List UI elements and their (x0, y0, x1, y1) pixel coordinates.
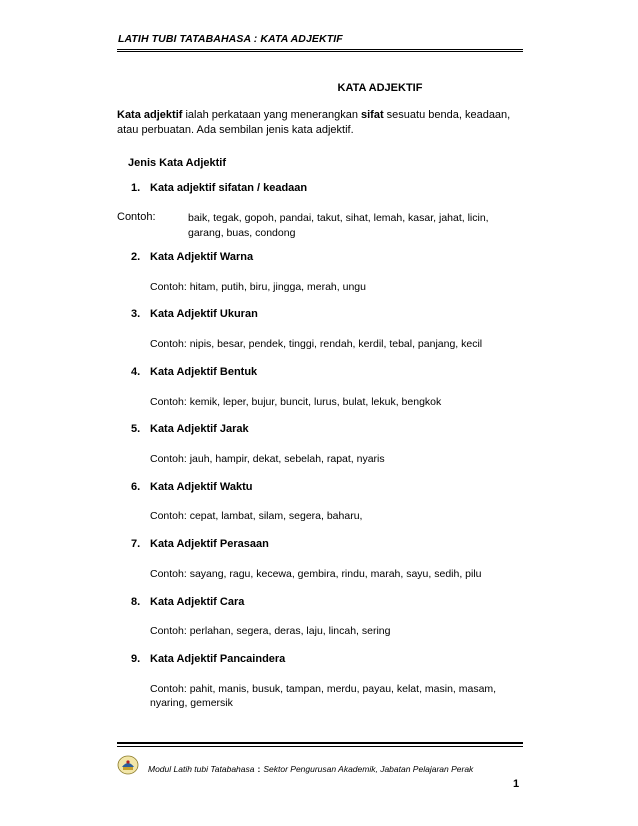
item-number: 7. (131, 538, 141, 550)
footer-rule-thick (117, 742, 523, 744)
header-title: LATIH TUBI TATABAHASA : KATA ADJEKTIF (118, 33, 343, 45)
item-title-6 (131, 481, 252, 493)
item-title-text: Kata Adjektif Perasaan (150, 538, 269, 550)
item-examples-4: Contoh: kemik, leper, bujur, buncit, lurus, bulat, lekuk, bengkok (150, 396, 442, 408)
perak-crest-icon (117, 755, 139, 775)
document-title: KATA ADJEKTIF (337, 82, 423, 94)
header-rule-bottom (117, 51, 523, 52)
item-title-3 (131, 308, 258, 320)
item-number: 5. (131, 423, 141, 435)
contoh-label: Contoh: (117, 211, 156, 223)
intro-emphasis: sifat (361, 109, 384, 121)
item-examples-3: Contoh: nipis, besar, pendek, tinggi, rendah, kerdil, tebal, panjang, kecil (150, 338, 483, 350)
item-title-2 (131, 251, 253, 263)
item-title-text: Kata Adjektif Cara (150, 596, 245, 608)
item-title-text: Kata Adjektif Jarak (150, 423, 249, 435)
item-title-text: Kata Adjektif Waktu (150, 481, 253, 493)
intro-paragraph (117, 108, 522, 138)
item-title-4 (131, 366, 257, 378)
item-title-9 (131, 653, 285, 665)
footer-rule-thin (117, 746, 523, 747)
item-examples-6: Contoh: cepat, lambat, silam, segera, baharu, (150, 510, 363, 522)
footer-separator: : (257, 764, 261, 774)
item-title-text: Kata Adjektif Warna (150, 251, 254, 263)
intro-text-a: ialah perkataan yang menerangkan (182, 109, 361, 121)
item-title-text: Kata Adjektif Bentuk (150, 366, 258, 378)
footer-module: Modul Latih tubi Tatabahasa (148, 764, 255, 774)
item-examples-7: Contoh: sayang, ragu, kecewa, gembira, rindu, marah, sayu, sedih, pilu (150, 568, 482, 580)
footer-source: Sektor Pengurusan Akademik, Jabatan Pelajaran Perak (263, 764, 474, 774)
item-title-text: Kata Adjektif Ukuran (150, 308, 258, 320)
item-number: 3. (131, 308, 141, 320)
header-rule-top (117, 49, 523, 50)
item-number: 6. (131, 481, 141, 493)
item-number: 9. (131, 653, 141, 665)
item-title-1 (131, 182, 307, 194)
item-title-8 (131, 596, 244, 608)
item-examples-1: baik, tegak, gopoh, pandai, takut, sihat, lemah, kasar, jahat, licin, garang, buas, condong (188, 212, 489, 239)
footer-text (148, 764, 473, 774)
section-heading: Jenis Kata Adjektif (128, 157, 227, 169)
intro-text-b: sesuatu benda, keadaan, atau perbuatan. Ada sembilan jenis kata adjektif. (117, 109, 511, 136)
item-number: 4. (131, 366, 141, 378)
item-examples-8: Contoh: perlahan, segera, deras, laju, lincah, sering (150, 625, 391, 637)
item-examples-9: Contoh: pahit, manis, busuk, tampan, merdu, payau, kelat, masin, masam, nyaring, gemersik (150, 683, 497, 709)
intro-term: Kata adjektif (117, 109, 183, 121)
item-title-text: Kata adjektif sifatan / keadaan (150, 182, 308, 194)
item-title-text: Kata Adjektif Pancaindera (150, 653, 286, 665)
item-number: 2. (131, 251, 141, 263)
item-examples-5: Contoh: jauh, hampir, dekat, sebelah, rapat, nyaris (150, 453, 385, 465)
item-number: 1. (131, 182, 141, 194)
item-title-7 (131, 538, 269, 550)
item-title-5 (131, 423, 249, 435)
page-number: 1 (513, 778, 520, 790)
item-examples-2: Contoh: hitam, putih, biru, jingga, merah, ungu (150, 281, 366, 293)
item-number: 8. (131, 596, 141, 608)
